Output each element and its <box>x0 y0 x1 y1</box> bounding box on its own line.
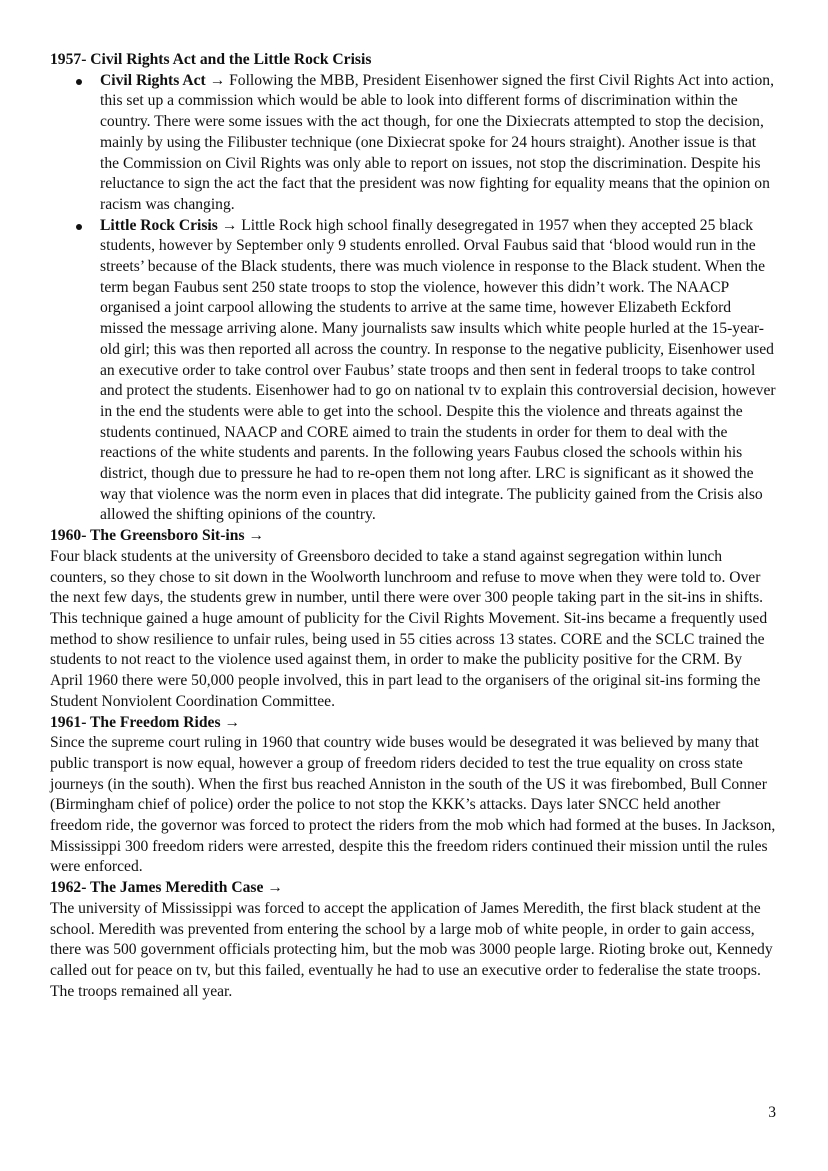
section-heading-1960: 1960- The Greensboro Sit-ins → <box>50 527 265 545</box>
bullet-icon <box>76 79 82 85</box>
document-page <box>50 50 776 1002</box>
list-item-civil-rights-act <box>100 71 776 216</box>
list-item-little-rock-crisis <box>100 216 776 527</box>
section-heading-1957: 1957- Civil Rights Act and the Little Rock Crisis <box>50 51 372 68</box>
section-heading-1961: 1961- The Freedom Rides → <box>50 713 241 731</box>
paragraph-freedom-rides: Since the supreme court ruling in 1960 that country wide buses would be desegrated it was believed by many that public transport is now equal, however a group of freedom riders decided to test the true equality on cross state journeys (in the south). When the first bus reached Anniston in the south of the US it was firebombed, Bull Conner (Birmingham chief of police) order the police to not stop the KKK’s attacks. Days later SNCC held another freedom ride, the governor was forced to protect the riders from the mob which had formed at the buses. In Jackson, Mississippi 300 freedom riders were arrested, despite this the freedom riders continued their mission until the rules were enforced. <box>50 734 776 876</box>
section-heading-1962: 1962- The James Meredith Case → <box>50 879 283 897</box>
bullet-list-1957 <box>50 71 776 526</box>
text-little-rock-crisis: Little Rock high school finally desegregated in 1957 when they accepted 25 black students, however by September only 9 students enrolled. Orval Faubus said that ‘blood would run in the streets’ because of the Black students, there was much violence in response to the Black student. When the term began Faubus sent 250 state troops to stop the violence, however this didn’t work. The NAACP organised a joint carpool allowing the students to arrive at the same time, however Elizabeth Eckford missed the message arriving alone. Many journalists saw insults which white people hurled at the 15-year-old girl; this was then reported all across the country. In response to the negative publicity, Eisenhower used an executive order to take control over Faubus’ state troops and then sent in federal troops to take control and protect the students. Eisenhower had to go on national tv to explain this controversial decision, however in the end the students were able to get into the school. Despite this the violence and threats against the students continued, NAACP and CORE aimed to train the students in order for them to deal with the reactions of the white students and parents. In the following years Faubus closed the schools within his district, though due to pressure he had to re-open them not long after. LRC is significant as it showed the way that violence was the norm even in places that did integrate. The publicity gained from the Crisis also allowed the shifting opinions of the country. <box>100 216 776 524</box>
paragraph-greensboro-sit-ins: Four black students at the university of Greensboro decided to take a stand against segregation within lunch counters, so they chose to sit down in the Woolworth lunchroom and refuse to move when they were told to. Over the next few days, the students grew in number, until there were over 300 people taking part in the sit-ins in shifts. This technique gained a huge amount of publicity for the Civil Rights Movement. Sit-ins became a frequently used method to show resilience to unfair rules, being used in 55 cities across 13 states. CORE and the SCLC trained the students to not react to the violence used against them, in order to make the publicity positive for the CRM. By April 1960 there were 50,000 people involved, this in part lead to the organisers of the original sit-ins forming the Student Nonviolent Coordination Committee. <box>50 547 768 710</box>
bullet-icon <box>76 224 82 230</box>
term-little-rock-crisis: Little Rock Crisis → <box>100 216 238 234</box>
term-civil-rights-act: Civil Rights Act → <box>100 71 226 89</box>
paragraph-james-meredith-case: The university of Mississippi was forced to accept the application of James Meredith, the first black student at the school. Meredith was prevented from entering the school by a large mob of white people, in order to gain access, there was 500 government officials protecting him, but the mob was 3000 people large. Rioting broke out, Kennedy called out for peace on tv, but this failed, eventually he had to use an executive order to federalise the state troops. The troops remained all year. <box>50 899 773 1000</box>
page-number: 3 <box>768 1104 776 1121</box>
text-civil-rights-act: Following the MBB, President Eisenhower signed the first Civil Rights Act into action, this set up a commission which would be able to look into different forms of discrimination within the country. There were some issues with the act though, for one the Dixiecrats attempted to stop the decision, mainly by using the Filibuster technique (one Dixiecrat spoke for 24 hours straight). Another issue is that the Commission on Civil Rights was only able to report on issues, not stop the discrimination. Despite his reluctance to sign the act the fact that the president was now fighting for equality means that the opinion on racism was changing. <box>100 71 774 213</box>
